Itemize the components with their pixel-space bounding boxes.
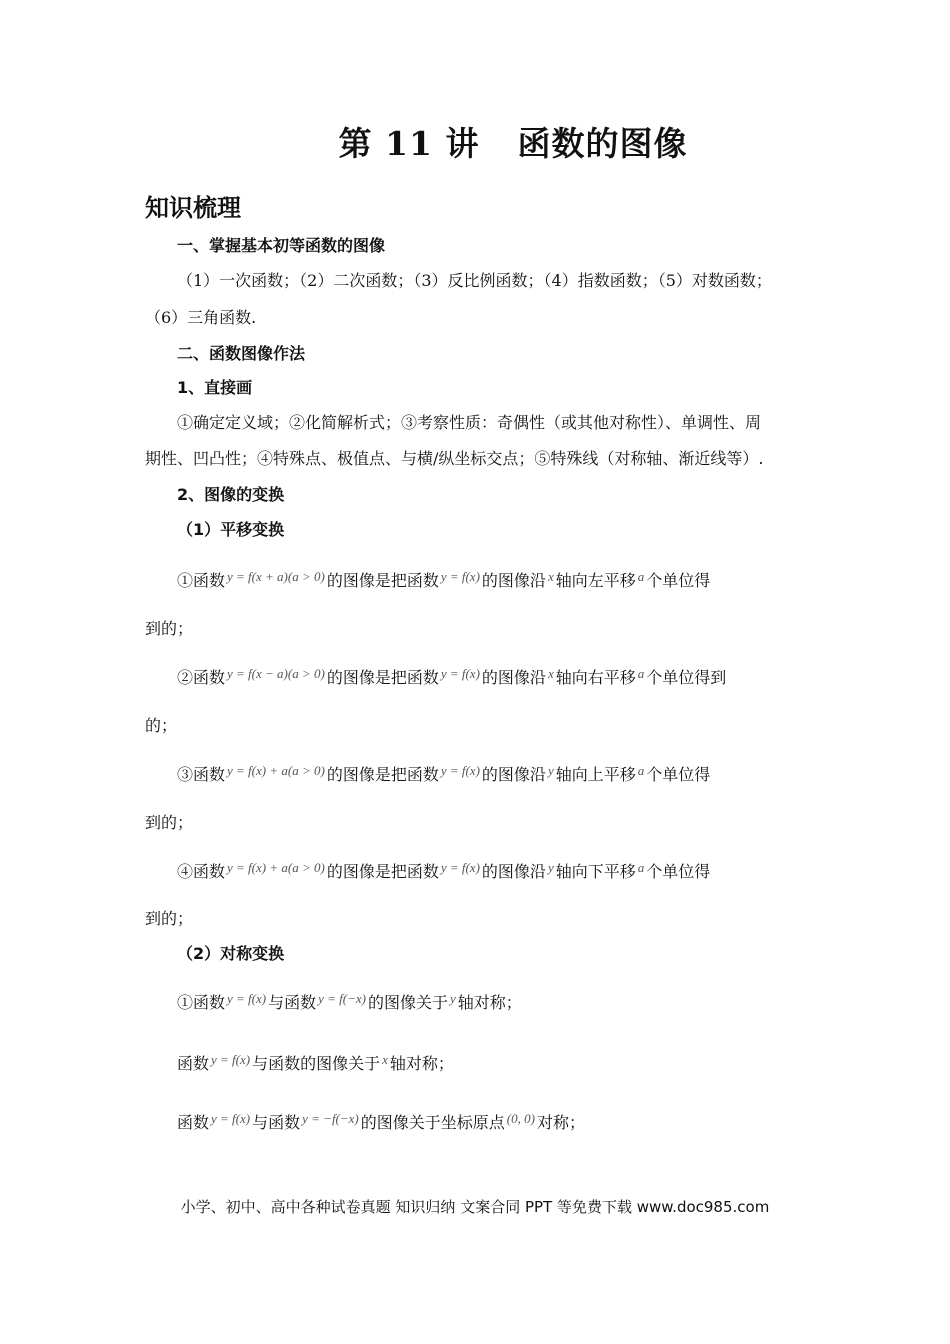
formula: a [637, 569, 645, 584]
heading-symmetry: （2）对称变换 [177, 944, 285, 963]
formula: y = −f(−x) [302, 1111, 359, 1126]
heading-translation: （1）平移变换 [177, 520, 285, 539]
formula: x [547, 569, 554, 584]
translation-right-line: ②函数 $^{y = f(x - a)(a > 0)}$ 的图像是把函数 $^{y = f(x)}$ 的图像沿 $^x$ 轴向右平移 $^a$ 个单位得到 [177, 666, 727, 687]
formula: y = f(x + a)(a > 0) [227, 569, 325, 584]
footer-banner: 小学、初中、高中各种试卷真题 知识归纳 文案合同 PPT 等免费下载 www.doc985.com [180, 1198, 770, 1216]
formula: y = f(x − a)(a > 0) [227, 666, 325, 681]
heading-direct-drawing: 1、直接画 [177, 378, 253, 397]
translation-down-cont: 到的； [145, 909, 194, 928]
translation-left-cont: 到的； [145, 619, 194, 638]
direct-drawing-line-2: 期性、凹凸性；④特殊点、极值点、与横/纵坐标交点；⑤特殊线（对称轴、渐近线等）. [145, 449, 764, 468]
formula: y [450, 991, 456, 1006]
translation-up-cont: 到的； [145, 813, 194, 832]
lecture-topic: 函数的图像 [517, 124, 688, 163]
basic-functions-line-2: （6）三角函数. [145, 308, 257, 327]
translation-right-cont: 的； [145, 716, 178, 735]
formula: y = f(x) + a(a > 0) [227, 860, 325, 875]
formula: a [637, 763, 645, 778]
page-title [0, 118, 950, 165]
formula: y = f(x) [440, 860, 480, 875]
translation-up-line: ③函数 $^{y = f(x) + a(a > 0)}$ 的图像是把函数 $^{y = f(x)}$ 的图像沿 $^y$ 轴向上平移 $^a$ 个单位得 [177, 763, 711, 784]
symmetry-origin-line: 函数 $^{y = f(x)}$ 与函数 $^{y = -f(-x)}$ 的图像关于坐标原点 $^{(0, 0)}$ 对称； [177, 1111, 585, 1132]
lecture-number: 第 11 讲 [338, 124, 480, 163]
formula: y = f(x) [227, 991, 267, 1006]
formula: y [547, 763, 554, 778]
formula: x [382, 1052, 388, 1067]
basic-functions-line-1: （1）一次函数；（2）二次函数；（3）反比例函数；（4）指数函数；（5）对数函数； [177, 271, 772, 290]
formula: a [637, 860, 645, 875]
heading-basic-functions: 一、掌握基本初等函数的图像 [177, 236, 386, 255]
heading-graphing-methods: 二、函数图像作法 [177, 344, 306, 363]
formula: y = f(x) [440, 666, 480, 681]
formula: x [547, 666, 554, 681]
translation-left-line: ①函数 $^{y = f(x + a)(a > 0)}$ 的图像是把函数 $^{y = f(x)}$ 的图像沿 $^x$ 轴向左平移 $^a$ 个单位得 [177, 569, 711, 590]
formula: (0, 0) [506, 1111, 535, 1126]
section-heading: 知识梳理 [145, 194, 241, 222]
formula: y = f(x) + a(a > 0) [227, 763, 325, 778]
formula: y = f(x) [211, 1052, 251, 1067]
formula: y = f(−x) [318, 991, 366, 1006]
formula: y = f(x) [440, 763, 480, 778]
formula: y = f(x) [440, 569, 480, 584]
symmetry-x-axis-line: 函数 $^{y = f(x)}$ 与函数的图像关于 $^x$ 轴对称； [177, 1052, 454, 1073]
formula: y [547, 860, 554, 875]
formula: y = f(x) [211, 1111, 251, 1126]
direct-drawing-line-1: ①确定定义域；②化简解析式；③考察性质：奇偶性（或其他对称性）、单调性、周 [177, 413, 762, 432]
formula: a [637, 666, 645, 681]
heading-transformations: 2、图像的变换 [177, 485, 285, 504]
symmetry-y-axis-line: ①函数 $^{y = f(x)}$ 与函数 $^{y = f(-x)}$ 的图像关于 $^y$ 轴对称； [177, 991, 522, 1012]
translation-down-line: ④函数 $^{y = f(x) + a(a > 0)}$ 的图像是把函数 $^{y = f(x)}$ 的图像沿 $^y$ 轴向下平移 $^a$ 个单位得 [177, 860, 711, 881]
